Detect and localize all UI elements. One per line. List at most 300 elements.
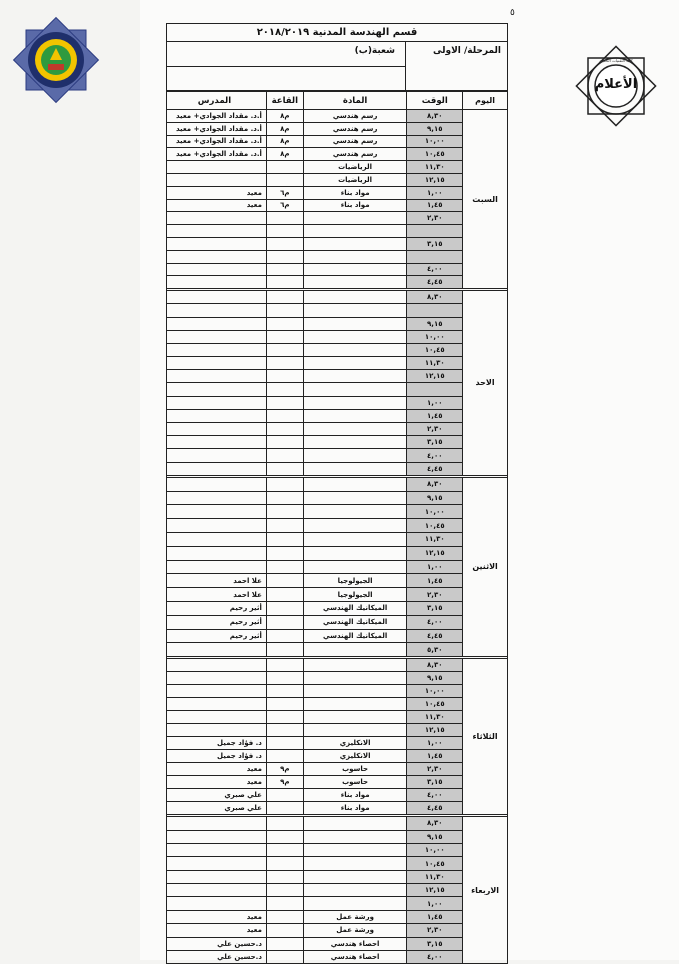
teacher-cell	[167, 462, 267, 475]
time-cell: ١٠,٤٥	[407, 857, 463, 870]
teacher-cell	[167, 383, 267, 396]
time-cell: ٤,٤٥	[407, 462, 463, 475]
room-cell	[266, 409, 303, 422]
schedule-row	[167, 711, 508, 724]
teacher-cell	[167, 357, 267, 370]
schedule-row	[167, 532, 508, 546]
schedule-row	[167, 396, 508, 409]
time-cell: ١١,٣٠	[407, 161, 463, 174]
time-cell: ١٢,١٥	[407, 370, 463, 383]
room-cell	[266, 560, 303, 574]
subject-cell	[303, 843, 407, 856]
info-divider-horizontal	[167, 66, 405, 67]
time-cell: ١٢,١٥	[407, 724, 463, 737]
schedule-row	[167, 857, 508, 870]
schedule-row	[167, 817, 508, 830]
schedule-row	[167, 212, 508, 225]
room-cell	[266, 937, 303, 950]
subject-cell	[303, 870, 407, 883]
info-divider	[405, 42, 406, 90]
schedule-row	[167, 330, 508, 343]
teacher-cell	[167, 330, 267, 343]
subject-cell: ورشة عمل	[303, 910, 407, 923]
schedule-row	[167, 462, 508, 475]
subject-cell	[303, 250, 407, 263]
schedule-row	[167, 505, 508, 519]
subject-cell: احصاء هندسي	[303, 937, 407, 950]
teacher-cell	[167, 317, 267, 330]
teacher-cell	[167, 643, 267, 657]
room-cell: م٩	[266, 763, 303, 776]
schedule-row	[167, 122, 508, 135]
teacher-cell: علا احمد	[167, 588, 267, 602]
time-cell: ١٠,٠٠	[407, 505, 463, 519]
time-cell: ١٠,٤٥	[407, 343, 463, 356]
room-cell	[266, 161, 303, 174]
subject-cell	[303, 225, 407, 238]
schedule-row	[167, 304, 508, 317]
time-cell: ٨,٣٠	[407, 477, 463, 491]
schedule-row	[167, 659, 508, 672]
subject-cell	[303, 436, 407, 449]
time-cell: ١٢,١٥	[407, 546, 463, 560]
schedule-row	[167, 250, 508, 263]
schedule-row	[167, 317, 508, 330]
time-cell: ٤,٤٥	[407, 629, 463, 643]
teacher-cell	[167, 843, 267, 856]
room-cell: م٨	[266, 122, 303, 135]
room-cell	[266, 843, 303, 856]
room-cell	[266, 383, 303, 396]
teacher-cell: معيد	[167, 186, 267, 199]
schedule-row	[167, 615, 508, 629]
schedule-row	[167, 357, 508, 370]
teacher-cell	[167, 409, 267, 422]
schedule-row	[167, 698, 508, 711]
teacher-cell	[167, 396, 267, 409]
time-cell: ١٠,٤٥	[407, 698, 463, 711]
subject-cell	[303, 449, 407, 462]
subject-cell: الرياضيات	[303, 161, 407, 174]
subject-cell: الانكليزي	[303, 737, 407, 750]
schedule-row	[167, 560, 508, 574]
subject-cell	[303, 409, 407, 422]
teacher-cell: أثير رحيم	[167, 629, 267, 643]
header-teacher: المدرس	[167, 92, 267, 110]
subject-cell	[303, 462, 407, 475]
teacher-cell	[167, 449, 267, 462]
subject-cell	[303, 685, 407, 698]
time-cell: ١,٤٥	[407, 409, 463, 422]
subject-cell: احصاء هندسي	[303, 951, 407, 964]
room-cell	[266, 276, 303, 289]
subject-cell	[303, 276, 407, 289]
day-cell: الاحد	[463, 291, 508, 476]
teacher-cell	[167, 491, 267, 505]
time-cell: ٨,٣٠	[407, 659, 463, 672]
teacher-cell	[167, 173, 267, 186]
time-cell: ٥,٣٠	[407, 643, 463, 657]
teacher-cell	[167, 698, 267, 711]
teacher-cell	[167, 212, 267, 225]
teacher-cell	[167, 436, 267, 449]
subject-cell: حاسوب	[303, 776, 407, 789]
subject-cell	[303, 659, 407, 672]
room-cell	[266, 750, 303, 763]
schedule-row	[167, 343, 508, 356]
room-cell	[266, 698, 303, 711]
teacher-cell	[167, 897, 267, 910]
schedule-row	[167, 409, 508, 422]
room-cell: م٨	[266, 110, 303, 123]
teacher-cell: أثير رحيم	[167, 601, 267, 615]
time-cell: ١١,٣٠	[407, 532, 463, 546]
teacher-cell: أ.د. مقداد الجوادي+ معيد	[167, 148, 267, 161]
time-cell: ٨,٣٠	[407, 817, 463, 830]
room-cell: م٩	[266, 776, 303, 789]
room-cell: م٨	[266, 148, 303, 161]
schedule-row	[167, 737, 508, 750]
teacher-cell	[167, 711, 267, 724]
schedule-row	[167, 477, 508, 491]
time-cell: ١٠,٤٥	[407, 519, 463, 533]
subject-cell	[303, 396, 407, 409]
header-time: الوقت	[407, 92, 463, 110]
time-cell: ٢,٣٠	[407, 212, 463, 225]
room-cell	[266, 237, 303, 250]
schedule-row	[167, 601, 508, 615]
subject-cell	[303, 897, 407, 910]
teacher-cell: معيد	[167, 776, 267, 789]
schedule-row	[167, 776, 508, 789]
teacher-cell	[167, 685, 267, 698]
subject-cell: مواد بناء	[303, 199, 407, 212]
time-cell	[407, 225, 463, 238]
room-cell	[266, 629, 303, 643]
room-cell	[266, 897, 303, 910]
teacher-cell	[167, 505, 267, 519]
subject-cell: رسم هندسي	[303, 110, 407, 123]
schedule-row	[167, 789, 508, 802]
room-cell: م٨	[266, 135, 303, 148]
subject-cell	[303, 724, 407, 737]
teacher-cell	[167, 519, 267, 533]
time-cell: ٣,١٥	[407, 776, 463, 789]
subject-cell: الميكانيك الهندسي	[303, 615, 407, 629]
subject-cell: الانكليزي	[303, 750, 407, 763]
subject-cell	[303, 357, 407, 370]
schedule-row	[167, 588, 508, 602]
room-cell	[266, 601, 303, 615]
schedule-row	[167, 110, 508, 123]
subject-cell: الجيولوجيا	[303, 588, 407, 602]
teacher-cell	[167, 870, 267, 883]
time-cell: ٤,٤٥	[407, 802, 463, 815]
subject-cell	[303, 212, 407, 225]
time-cell: ٢,٣٠	[407, 763, 463, 776]
subject-cell	[303, 857, 407, 870]
room-cell	[266, 449, 303, 462]
teacher-cell: أ.د. مقداد الجوادي+ معيد	[167, 110, 267, 123]
time-cell: ١٠,٠٠	[407, 685, 463, 698]
time-cell: ١,٤٥	[407, 750, 463, 763]
schedule-table	[166, 91, 508, 964]
schedule-row	[167, 173, 508, 186]
teacher-cell: علي صبري	[167, 802, 267, 815]
time-cell: ١,٠٠	[407, 737, 463, 750]
room-cell	[266, 396, 303, 409]
room-cell	[266, 884, 303, 897]
time-cell: ٢,٣٠	[407, 924, 463, 937]
schedule-row	[167, 449, 508, 462]
time-cell: ١٠,٠٠	[407, 843, 463, 856]
time-cell: ١٠,٤٥	[407, 148, 463, 161]
subject-cell	[303, 560, 407, 574]
room-cell	[266, 789, 303, 802]
room-cell	[266, 225, 303, 238]
schedule-row	[167, 763, 508, 776]
room-cell	[266, 505, 303, 519]
subject-cell: الرياضيات	[303, 173, 407, 186]
room-cell	[266, 370, 303, 383]
room-cell	[266, 857, 303, 870]
room-cell	[266, 643, 303, 657]
room-cell	[266, 343, 303, 356]
subject-cell	[303, 330, 407, 343]
room-cell	[266, 724, 303, 737]
room-cell	[266, 574, 303, 588]
schedule-row	[167, 924, 508, 937]
schedule-row	[167, 491, 508, 505]
time-cell: ١١,٣٠	[407, 711, 463, 724]
room-cell	[266, 817, 303, 830]
time-cell: ١,٤٥	[407, 910, 463, 923]
subject-cell: الميكانيك الهندسي	[303, 629, 407, 643]
teacher-cell: أ.د. مقداد الجوادي+ معيد	[167, 122, 267, 135]
time-cell: ١٢,١٥	[407, 173, 463, 186]
table-header-row	[167, 92, 508, 110]
room-cell	[266, 423, 303, 436]
teacher-cell: د. فؤاد جميل	[167, 737, 267, 750]
header-subject: المادة	[303, 92, 407, 110]
subject-cell: ورشة عمل	[303, 924, 407, 937]
subject-cell	[303, 643, 407, 657]
teacher-cell: معيد	[167, 199, 267, 212]
schedule-row	[167, 672, 508, 685]
room-cell	[266, 870, 303, 883]
room-cell	[266, 212, 303, 225]
time-cell: ٩,١٥	[407, 317, 463, 330]
teacher-cell: معيد	[167, 924, 267, 937]
time-cell: ٨,٣٠	[407, 110, 463, 123]
schedule-row	[167, 161, 508, 174]
schedule-row	[167, 910, 508, 923]
teacher-cell	[167, 291, 267, 304]
department-title: قسم الهندسة المدنية ٢٠١٨/٢٠١٩	[166, 23, 508, 41]
schedule-row	[167, 870, 508, 883]
schedule-row	[167, 750, 508, 763]
room-cell	[266, 615, 303, 629]
teacher-cell: أثير رحيم	[167, 615, 267, 629]
teacher-cell	[167, 237, 267, 250]
teacher-cell	[167, 560, 267, 574]
teacher-cell	[167, 659, 267, 672]
room-cell	[266, 951, 303, 964]
teacher-cell	[167, 343, 267, 356]
subject-cell: مواد بناء	[303, 186, 407, 199]
day-cell: الاثنين	[463, 477, 508, 656]
time-cell	[407, 250, 463, 263]
time-cell: ٤,٤٥	[407, 276, 463, 289]
schedule-row	[167, 199, 508, 212]
schedule-row	[167, 276, 508, 289]
room-cell	[266, 532, 303, 546]
schedule-row	[167, 685, 508, 698]
room-cell	[266, 250, 303, 263]
teacher-cell	[167, 250, 267, 263]
schedule-row	[167, 263, 508, 276]
subject-cell: رسم هندسي	[303, 135, 407, 148]
schedule-row	[167, 148, 508, 161]
subject-cell	[303, 237, 407, 250]
college-emblem-ring-text: كلية التقنيات الحديثة	[599, 58, 633, 63]
teacher-cell	[167, 884, 267, 897]
schedule-row	[167, 186, 508, 199]
time-cell: ٤,٠٠	[407, 951, 463, 964]
time-cell: ٣,١٥	[407, 937, 463, 950]
time-cell: ٤,٠٠	[407, 263, 463, 276]
subject-cell: رسم هندسي	[303, 122, 407, 135]
schedule-row	[167, 519, 508, 533]
schedule-row	[167, 423, 508, 436]
teacher-cell	[167, 370, 267, 383]
time-cell: ٩,١٥	[407, 672, 463, 685]
teacher-cell	[167, 532, 267, 546]
teacher-cell	[167, 225, 267, 238]
subject-cell	[303, 546, 407, 560]
schedule-row	[167, 724, 508, 737]
time-cell: ١,٠٠	[407, 186, 463, 199]
page-number: ٥	[510, 8, 515, 18]
subject-cell: حاسوب	[303, 763, 407, 776]
subject-cell	[303, 817, 407, 830]
time-cell: ٤,٠٠	[407, 449, 463, 462]
room-cell: م٦	[266, 186, 303, 199]
schedule-row	[167, 574, 508, 588]
time-cell: ١٠,٠٠	[407, 135, 463, 148]
time-cell: ٤,٠٠	[407, 615, 463, 629]
time-cell: ٤,٠٠	[407, 789, 463, 802]
room-cell	[266, 304, 303, 317]
day-cell: الثلاثاء	[463, 659, 508, 815]
teacher-cell: د.حسين علي	[167, 937, 267, 950]
schedule-row	[167, 225, 508, 238]
teacher-cell	[167, 817, 267, 830]
teacher-cell: معيد	[167, 763, 267, 776]
time-cell: ٨,٣٠	[407, 291, 463, 304]
subject-cell	[303, 884, 407, 897]
subject-cell: مواد بناء	[303, 802, 407, 815]
subject-cell: الميكانيك الهندسي	[303, 601, 407, 615]
schedule-row	[167, 830, 508, 843]
subject-cell	[303, 291, 407, 304]
schedule-row	[167, 897, 508, 910]
schedule-row	[167, 237, 508, 250]
room-cell	[266, 436, 303, 449]
subject-cell	[303, 698, 407, 711]
time-cell: ٩,١٥	[407, 830, 463, 843]
teacher-cell	[167, 830, 267, 843]
class-info-row	[166, 41, 508, 91]
room-cell	[266, 830, 303, 843]
subject-cell: الجيولوجيا	[303, 574, 407, 588]
subject-cell	[303, 477, 407, 491]
day-cell: الاربعاء	[463, 817, 508, 964]
time-cell: ٢,٣٠	[407, 423, 463, 436]
subject-cell	[303, 519, 407, 533]
time-cell: ١,٠٠	[407, 560, 463, 574]
room-cell	[266, 711, 303, 724]
day-cell: السبت	[463, 110, 508, 289]
room-cell	[266, 924, 303, 937]
schedule-row	[167, 629, 508, 643]
room-cell	[266, 317, 303, 330]
time-cell: ٩,١٥	[407, 122, 463, 135]
schedule-row	[167, 546, 508, 560]
teacher-cell	[167, 724, 267, 737]
teacher-cell	[167, 161, 267, 174]
subject-cell	[303, 711, 407, 724]
time-cell: ١,٤٥	[407, 199, 463, 212]
teacher-cell	[167, 423, 267, 436]
schedule-row	[167, 937, 508, 950]
subject-cell	[303, 304, 407, 317]
schedule-sheet	[166, 23, 508, 962]
room-cell	[266, 462, 303, 475]
subject-cell	[303, 343, 407, 356]
room-cell	[266, 519, 303, 533]
subject-cell	[303, 532, 407, 546]
time-cell: ١,٤٥	[407, 574, 463, 588]
room-cell	[266, 291, 303, 304]
time-cell: ٢,٣٠	[407, 588, 463, 602]
room-cell	[266, 802, 303, 815]
stage-label: المرحلة/ الاولى	[432, 46, 501, 56]
time-cell: ١٠,٠٠	[407, 330, 463, 343]
header-room: القاعة	[266, 92, 303, 110]
room-cell	[266, 910, 303, 923]
room-cell	[266, 672, 303, 685]
schedule-row	[167, 436, 508, 449]
schedule-row	[167, 802, 508, 815]
subject-cell	[303, 672, 407, 685]
subject-cell	[303, 370, 407, 383]
college-emblem-text: الأعلام	[594, 77, 638, 92]
schedule-row	[167, 951, 508, 964]
subject-cell: مواد بناء	[303, 789, 407, 802]
teacher-cell	[167, 672, 267, 685]
subject-cell	[303, 423, 407, 436]
time-cell	[407, 383, 463, 396]
room-cell	[266, 685, 303, 698]
subject-cell	[303, 491, 407, 505]
room-cell	[266, 588, 303, 602]
room-cell	[266, 330, 303, 343]
schedule-row	[167, 135, 508, 148]
teacher-cell	[167, 263, 267, 276]
schedule-row	[167, 370, 508, 383]
room-cell	[266, 491, 303, 505]
